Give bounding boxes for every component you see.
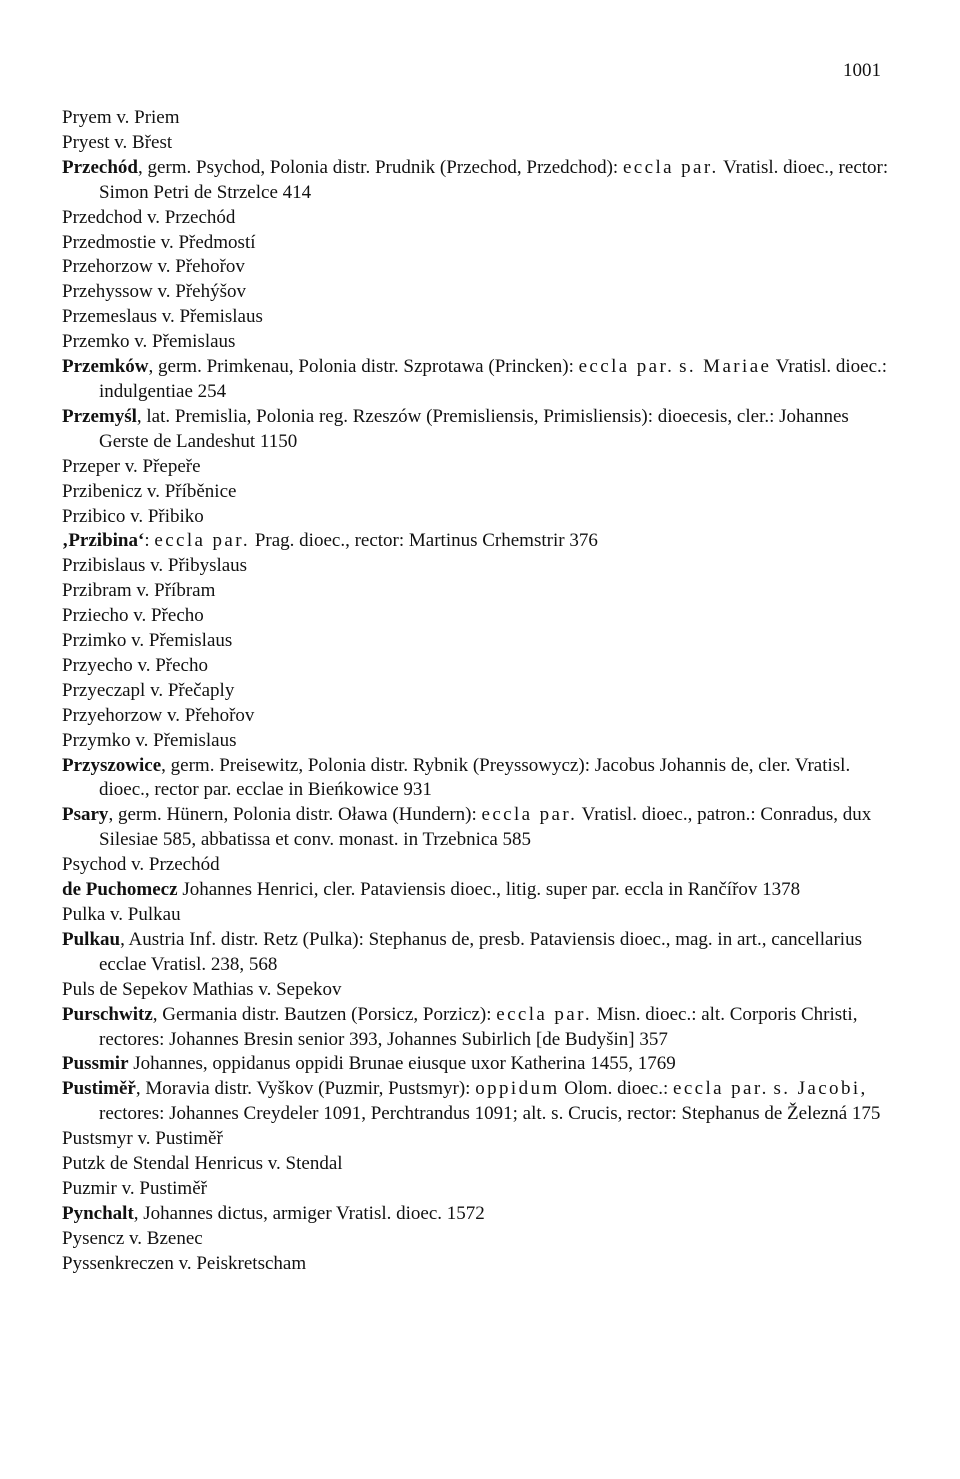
index-entry — [62, 978, 898, 1003]
entry-text: , germ. Hünern, Polonia distr. Oława (Hundern): eccla par. Vratisl. dioec., patron.: Conradus, dux Silesiae 585, abbatissa et conv. monast. in Trzebnica 585 — [99, 804, 872, 851]
index-entry — [62, 629, 898, 654]
entry-text: Przeper v. Přepeře — [62, 455, 201, 477]
entry-text: Przymko v. Přemislaus — [62, 729, 237, 751]
entry-text: , germ. Psychod, Polonia distr. Prudnik (Przechod, Przedchod): eccla par. Vratisl. dioec., rector: Simon Petri de Strzelce 414 — [99, 156, 889, 203]
entry-text: Przehorzow v. Přehořov — [62, 256, 245, 278]
entry-headword: Pynchalt — [62, 1202, 134, 1224]
entry-headword: Przemyśl — [62, 405, 137, 427]
entry-headword: Przemków — [62, 356, 149, 378]
index-entry-list — [62, 106, 898, 1277]
entry-text: Przimko v. Přemislaus — [62, 630, 233, 652]
page-number: 1001 — [843, 60, 881, 81]
entry-text: , lat. Premislia, Polonia reg. Rzeszów (Premisliensis, Primisliensis): dioecesis, cler.: Johannes Gerste de Landeshut 1150 — [99, 405, 849, 452]
index-entry — [62, 1077, 898, 1127]
entry-text: Przedmostie v. Předmostí — [62, 231, 256, 253]
index-entry — [62, 604, 898, 629]
entry-headword: Przechód — [62, 156, 138, 178]
index-entry — [62, 1252, 898, 1277]
entry-headword: ‚Przibina‘ — [62, 530, 145, 552]
entry-headword: Purschwitz — [62, 1003, 153, 1025]
entry-text: Psychod v. Przechód — [62, 854, 220, 876]
index-entry — [62, 529, 898, 554]
entry-text: , Austria Inf. distr. Retz (Pulka): Stephanus de, presb. Pataviensis dioec., mag. in art., cancellarius ecclae Vratisl. 238, 568 — [99, 928, 862, 975]
entry-headword: Pussmir — [62, 1053, 129, 1075]
entry-text: Pryest v. Břest — [62, 131, 173, 153]
index-entry — [62, 579, 898, 604]
index-entry — [62, 878, 898, 903]
index-entry — [62, 1177, 898, 1202]
entry-text: Johannes Henrici, cler. Pataviensis dioec., litig. super par. eccla in Rančířov 1378 — [177, 879, 801, 901]
index-entry — [62, 156, 898, 206]
entry-text: Przibram v. Příbram — [62, 580, 216, 602]
index-entry — [62, 704, 898, 729]
entry-text: Przedchod v. Przechód — [62, 206, 236, 228]
entry-text: Przehyssow v. Přehýšov — [62, 281, 247, 303]
entry-text: Przibico v. Přibiko — [62, 505, 204, 527]
entry-headword: Pulkau — [62, 928, 121, 950]
entry-text: Putzk de Stendal Henricus v. Stendal — [62, 1153, 343, 1175]
index-entry — [62, 1152, 898, 1177]
entry-text: : eccla par. Prag. dioec., rector: Martinus Crhemstrir 376 — [144, 530, 598, 552]
entry-text: Pustsmyr v. Pustiměř — [62, 1128, 223, 1150]
entry-text: , Johannes dictus, armiger Vratisl. dioec. 1572 — [133, 1202, 485, 1224]
entry-text: , Germania distr. Bautzen (Porsicz, Porzicz): eccla par. Misn. dioec.: alt. Corporis Christi, rectores: Johannes Bresin senior 393, Johannes Subirlich [de Budyšin] 357 — [99, 1003, 858, 1050]
index-entry — [62, 280, 898, 305]
index-entry — [62, 1227, 898, 1252]
index-entry — [62, 255, 898, 280]
index-entry — [62, 480, 898, 505]
index-entry — [62, 754, 898, 804]
index-entry — [62, 305, 898, 330]
index-entry — [62, 554, 898, 579]
index-entry — [62, 330, 898, 355]
entry-text: Przemeslaus v. Přemislaus — [62, 306, 263, 328]
index-entry — [62, 1003, 898, 1053]
entry-text: Przemko v. Přemislaus — [62, 331, 236, 353]
entry-text: Przyeczapl v. Přečaply — [62, 679, 235, 701]
entry-text: Przibislaus v. Přibyslaus — [62, 555, 248, 577]
entry-text: Pyssenkreczen v. Peiskretscham — [62, 1252, 307, 1274]
index-entry — [62, 1127, 898, 1152]
entry-text: Pryem v. Priem — [62, 107, 180, 128]
index-entry — [62, 679, 898, 704]
index-entry — [62, 131, 898, 156]
entry-text: Pulka v. Pulkau — [62, 904, 181, 925]
index-entry — [62, 853, 898, 878]
index-entry — [62, 928, 898, 978]
index-entry — [62, 1202, 898, 1227]
entry-text: Przibenicz v. Příběnice — [62, 480, 237, 502]
entry-headword: Przyszowice — [62, 754, 162, 776]
entry-headword: Psary — [62, 804, 109, 826]
index-entry — [62, 1052, 898, 1077]
entry-text: Johannes, oppidanus oppidi Brunae eiusque uxor Katherina 1455, 1769 — [128, 1053, 676, 1075]
index-entry — [62, 206, 898, 231]
entry-text: , germ. Preisewitz, Polonia distr. Rybnik (Preyssowycz): Jacobus Johannis de, cler. Vratisl. dioec., rector par. ecclae in Bieńkowice 931 — [99, 754, 851, 801]
entry-text: Puls de Sepekov Mathias v. Sepekov — [62, 978, 342, 1000]
entry-text: Puzmir v. Pustiměř — [62, 1177, 207, 1199]
index-entry — [62, 903, 898, 928]
index-entry — [62, 355, 898, 405]
index-entry — [62, 106, 898, 131]
index-entry — [62, 803, 898, 853]
entry-text: Przyehorzow v. Přehořov — [62, 704, 255, 726]
index-entry — [62, 231, 898, 256]
index-entry — [62, 455, 898, 480]
entry-headword: de Puchomecz — [62, 879, 178, 901]
entry-headword: Pustiměř — [62, 1078, 136, 1100]
index-entry — [62, 729, 898, 754]
index-entry — [62, 654, 898, 679]
entry-text: Pysencz v. Bzenec — [62, 1227, 203, 1249]
index-entry — [62, 505, 898, 530]
entry-text: Przyecho v. Přecho — [62, 654, 208, 676]
entry-text: Prziecho v. Přecho — [62, 605, 204, 627]
entry-text: , germ. Primkenau, Polonia distr. Szprotawa (Princken): eccla par. s. Mariae Vratisl. dioec.: indulgentiae 254 — [99, 356, 888, 402]
entry-text: , Moravia distr. Vyškov (Puzmir, Pustsmyr): oppidum Olom. dioec.: eccla par. s. Jacobi, rectores: Johannes Creydeler 1091, Perchtrandus 1091; alt. s. Crucis, rector: Stephanus de Železná 175 — [99, 1078, 881, 1125]
index-entry — [62, 405, 898, 455]
